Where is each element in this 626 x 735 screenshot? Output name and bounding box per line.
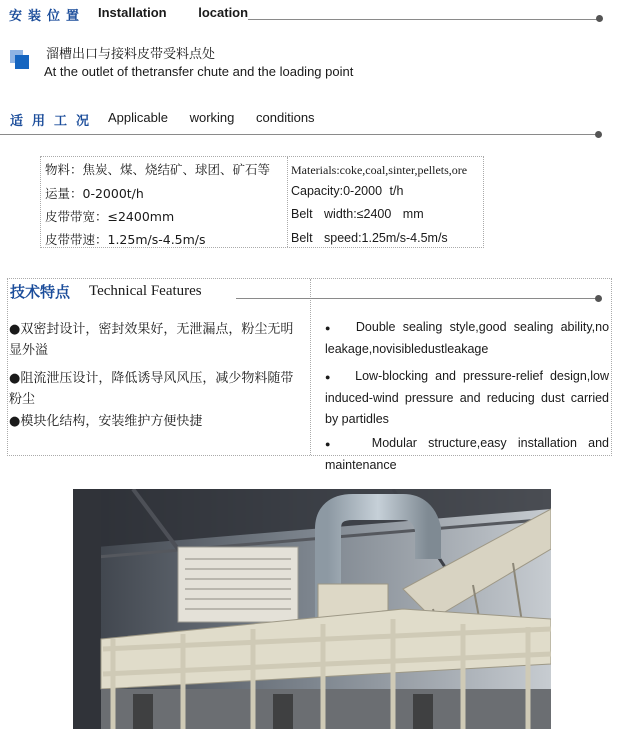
location-cn: 溜槽出口与接料皮带受料点处 <box>46 47 216 62</box>
condition-cn-materials: 物料：焦炭、煤、烧结矿、球团、矿石等 <box>45 162 271 177</box>
condition-cn-belt-width: 皮带带宽：≤2400mm <box>45 209 175 224</box>
condition-en-materials: Materials:coke,coal,sinter,pellets,ore <box>291 163 468 177</box>
installation-heading-cn: 安装位置 <box>9 9 86 24</box>
square-bullet-icon <box>10 50 30 70</box>
feature-en-2: ● Low-blocking and pressure-relief design,low induced-wind pressure and reducing dust carried by partidles <box>325 369 610 426</box>
divider-dot <box>595 131 602 138</box>
location-en: At the outlet of thetransfer chute and the loading point <box>44 64 354 79</box>
features-heading-cn: 技术特点 <box>10 283 71 301</box>
installation-heading-en: Installation location <box>98 5 249 20</box>
feature-cn-3: ●模块化结构，安装维护方便快捷 <box>9 414 203 429</box>
divider-dot <box>596 15 603 22</box>
condition-cn-capacity: 运量：0-2000t/h <box>45 186 144 201</box>
feature-en-3: ● Modular structure,easy installation and maintenance <box>325 436 609 472</box>
equipment-photo <box>73 489 551 729</box>
divider-line <box>0 134 596 135</box>
conditions-heading-cn: 适用工况 <box>10 114 99 129</box>
condition-en-belt-width: Belt width:≤2400 mm <box>291 207 424 221</box>
conditions-heading-en: Applicable working conditions <box>108 110 315 125</box>
feature-cn-2: ●阻流泄压设计，降低诱导风风压，减少物料随带粉尘 <box>9 371 294 407</box>
feature-en-1: ● Double sealing style,good sealing ability,no leakage,novisibledustleakage <box>325 320 610 356</box>
feature-cn-1: ●双密封设计，密封效果好，无泄漏点，粉尘无明显外溢 <box>9 322 294 358</box>
condition-en-belt-speed: Belt speed:1.25m/s-4.5m/s <box>291 231 448 245</box>
condition-cn-belt-speed: 皮带带速：1.25m/s-4.5m/s <box>45 232 206 247</box>
features-heading-en: Technical Features <box>89 283 202 299</box>
conditions-table <box>40 156 484 248</box>
condition-en-capacity: Capacity:0-2000 t/h <box>291 184 404 198</box>
divider-line <box>236 298 598 299</box>
divider-dot <box>595 295 602 302</box>
divider-line <box>248 19 600 20</box>
